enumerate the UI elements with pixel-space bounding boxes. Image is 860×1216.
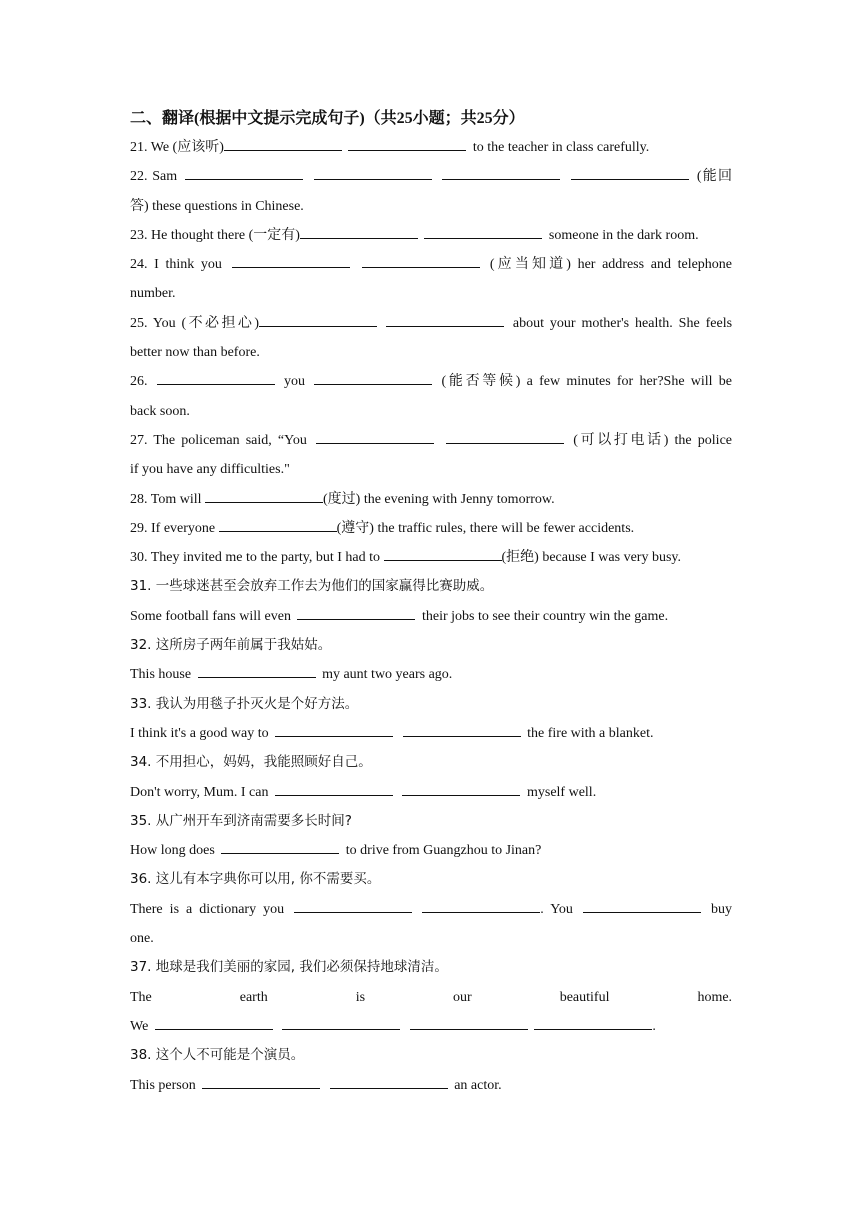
answer-blank[interactable] — [275, 722, 393, 737]
q38-text-b: an actor. — [454, 1077, 502, 1093]
q30-text-a: 30. They invited me to the party, but I had to — [130, 550, 381, 566]
q30-text-b: (拒绝) because I was very busy. — [501, 550, 681, 566]
q26-text-a: 26. — [130, 374, 148, 390]
answer-blank[interactable] — [275, 781, 393, 796]
answer-blank[interactable] — [282, 1015, 400, 1030]
q37-word: is — [355, 989, 366, 1005]
q37-word: earth — [239, 989, 268, 1005]
q29-text-a: 29. If everyone — [130, 520, 216, 536]
question-33 — [130, 719, 732, 748]
question-34 — [130, 778, 732, 807]
q21-text-b: to the teacher in class carefully. — [472, 140, 650, 155]
answer-blank[interactable] — [362, 253, 480, 268]
answer-blank[interactable] — [205, 488, 323, 503]
question-22-cont — [130, 192, 732, 221]
q34-text-b: myself well. — [526, 784, 597, 800]
q26-text-d: back soon. — [130, 403, 190, 419]
answer-blank[interactable] — [446, 429, 564, 444]
q34-text-a: Don't worry, Mum. I can — [130, 784, 269, 800]
question-27-cont — [130, 455, 732, 484]
answer-blank[interactable] — [316, 429, 434, 444]
question-31 — [130, 602, 732, 631]
question-24-cont — [130, 279, 732, 308]
question-36-prompt: 36. 这儿有本字典你可以用, 你不需要买。 — [130, 871, 381, 888]
q29-text-b: (遵守) the traffic rules, there will be fewer accidents. — [336, 520, 635, 536]
answer-blank[interactable] — [583, 898, 701, 913]
question-31-prompt: 31. 一些球迷甚至会放弃工作去为他们的国家赢得比赛助威。 — [130, 578, 494, 595]
q38-text-a: This person — [130, 1077, 196, 1093]
q27-text-a: 27. The policeman said, “You — [130, 432, 307, 448]
q37-word: The — [130, 989, 152, 1005]
answer-blank[interactable] — [402, 781, 520, 796]
answer-blank[interactable] — [330, 1074, 448, 1089]
q23-text-b: someone in the dark room. — [548, 227, 699, 243]
answer-blank[interactable] — [384, 546, 502, 561]
q37-text-a: We — [130, 1018, 149, 1034]
question-22 — [130, 162, 732, 191]
question-25-cont — [130, 338, 732, 367]
answer-blank[interactable] — [424, 224, 542, 239]
question-37-prompt: 37. 地球是我们美丽的家园, 我们必须保持地球清洁。 — [130, 959, 448, 976]
q32-text-b: my aunt two years ago. — [322, 667, 453, 683]
question-36-cont — [130, 924, 732, 953]
q24-text-b: (应当知道) her address and telephone — [489, 257, 733, 273]
q26-text-c: (能否等候) a few minutes for her?She will be — [441, 374, 733, 390]
answer-blank[interactable] — [185, 165, 303, 180]
question-35-prompt: 35. 从广州开车到济南需要多长时间? — [130, 812, 352, 829]
q22-text-c: 答) these questions in Chinese. — [130, 198, 304, 214]
q32-text-a: This house — [130, 667, 192, 683]
question-32-prompt: 32. 这所房子两年前属于我姑姑。 — [130, 637, 332, 654]
answer-blank[interactable] — [157, 370, 275, 385]
answer-blank[interactable] — [259, 312, 377, 327]
q27-text-c: if you have any difficulties." — [130, 462, 290, 478]
q37-word: home. — [697, 989, 733, 1005]
answer-blank[interactable] — [224, 136, 342, 151]
answer-blank[interactable] — [442, 165, 560, 180]
q35-text-a: How long does — [130, 843, 215, 859]
q37-word: our — [453, 989, 472, 1005]
q36-text-a: There is a dictionary you — [130, 901, 285, 917]
answer-blank[interactable] — [294, 898, 412, 913]
question-34-prompt: 34. 不用担心，妈妈，我能照顾好自己。 — [130, 754, 372, 771]
answer-blank[interactable] — [202, 1074, 320, 1089]
question-37 — [130, 1012, 732, 1041]
q31-text-b: their jobs to see their country win the game. — [421, 608, 669, 624]
q35-text-b: to drive from Guangzhou to Jinan? — [345, 843, 542, 859]
worksheet-page — [130, 104, 732, 1100]
q26-text-b: you — [283, 374, 305, 390]
question-37-words — [130, 983, 732, 1012]
question-36 — [130, 895, 732, 924]
question-25 — [130, 309, 732, 338]
answer-blank[interactable] — [221, 839, 339, 854]
answer-blank[interactable] — [300, 224, 418, 239]
q37-text-b: . — [652, 1018, 656, 1034]
answer-blank[interactable] — [410, 1015, 528, 1030]
question-35 — [130, 836, 732, 865]
q31-text-a: Some football fans will even — [130, 608, 291, 624]
q28-text-b: (度过) the evening with Jenny tomorrow. — [323, 491, 555, 507]
q25-text-a: 25. You (不必担心) — [130, 315, 259, 331]
q24-text-a: 24. I think you — [130, 257, 222, 273]
answer-blank[interactable] — [314, 165, 432, 180]
q27-text-b: (可以打电话) the police — [573, 432, 732, 448]
question-28 — [130, 485, 732, 514]
question-38-prompt: 38. 这个人不可能是个演员。 — [130, 1047, 305, 1064]
section-heading: 二、翻译(根据中文提示完成句子)（共25小题；共25分） — [130, 110, 525, 127]
q23-text-a: 23. He thought there (一定有) — [130, 227, 300, 243]
question-24 — [130, 250, 732, 279]
question-30 — [130, 543, 732, 572]
question-27 — [130, 426, 732, 455]
q37-word: beautiful — [559, 989, 610, 1005]
q25-text-c: better now than before. — [130, 345, 260, 361]
question-21 — [130, 133, 732, 162]
question-32 — [130, 660, 732, 689]
q21-text-a: 21. We (应该听) — [130, 140, 224, 155]
answer-blank[interactable] — [422, 898, 540, 913]
answer-blank[interactable] — [534, 1015, 652, 1030]
answer-blank[interactable] — [297, 605, 415, 620]
q36-text-d: one. — [130, 931, 154, 947]
question-33-prompt: 33. 我认为用毯子扑灭火是个好方法。 — [130, 695, 359, 712]
q25-text-b: about your mother's health. She feels — [512, 315, 733, 331]
q22-text-b: (能回 — [696, 169, 733, 185]
answer-blank[interactable] — [348, 136, 466, 151]
answer-blank[interactable] — [403, 722, 521, 737]
answer-blank[interactable] — [386, 312, 504, 327]
answer-blank[interactable] — [314, 370, 432, 385]
question-26 — [130, 367, 732, 396]
q36-text-b: . You — [540, 901, 573, 917]
q33-text-a: I think it's a good way to — [130, 725, 269, 741]
q22-text-a: 22. Sam — [130, 169, 178, 185]
answer-blank[interactable] — [198, 663, 316, 678]
q33-text-b: the fire with a blanket. — [527, 725, 654, 741]
q28-text-a: 28. Tom will — [130, 491, 202, 507]
question-38 — [130, 1071, 732, 1100]
question-23 — [130, 221, 732, 250]
answer-blank[interactable] — [232, 253, 350, 268]
q24-text-c: number. — [130, 286, 176, 302]
answer-blank[interactable] — [155, 1015, 273, 1030]
question-29 — [130, 514, 732, 543]
answer-blank[interactable] — [571, 165, 689, 180]
q36-text-c: buy — [711, 901, 733, 917]
answer-blank[interactable] — [219, 517, 337, 532]
question-26-cont — [130, 397, 732, 426]
